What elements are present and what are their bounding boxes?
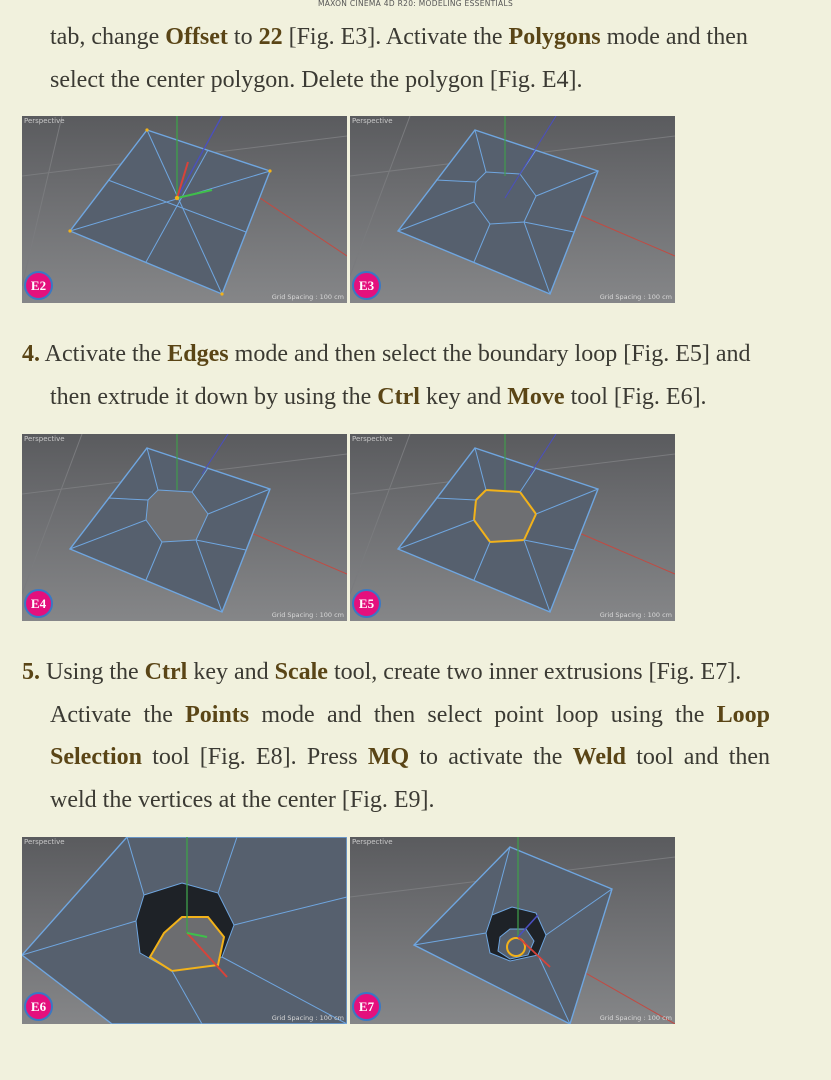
viewport-label: Perspective bbox=[352, 117, 393, 125]
figure-badge: E6 bbox=[24, 992, 53, 1021]
step-4-paragraph: 4. Activate the Edges mode and then select the boundary loop [Fig. E5] and then extrude it down by using the Ctrl key and Move tool [Fig. E6]. bbox=[22, 341, 751, 410]
grid-spacing-label: Grid Spacing : 100 cm bbox=[271, 293, 344, 301]
figure-E6 bbox=[22, 837, 347, 1024]
grid-spacing-label: Grid Spacing : 100 cm bbox=[599, 293, 672, 301]
figure-E3 bbox=[350, 116, 675, 303]
viewport-label: Perspective bbox=[24, 117, 65, 125]
viewport-label: Perspective bbox=[352, 838, 393, 846]
figure-badge: E5 bbox=[352, 589, 381, 618]
viewport-label: Perspective bbox=[352, 435, 393, 443]
figure-badge: E4 bbox=[24, 589, 53, 618]
viewport-label: Perspective bbox=[24, 435, 65, 443]
intro-paragraph: tab, change Offset to 22 [Fig. E3]. Activate the Polygons mode and then select the center polygon. Delete the polygon [Fig. E4]. bbox=[50, 24, 748, 93]
grid-spacing-label: Grid Spacing : 100 cm bbox=[271, 1014, 344, 1022]
figure-badge: E7 bbox=[352, 992, 381, 1021]
running-head: MAXON CINEMA 4D R20: MODELING ESSENTIALS bbox=[317, 0, 514, 8]
step-5-paragraph: 5. Using the Ctrl key and Scale tool, create two inner extrusions [Fig. E7]. Activate the Points mode and then select point loop using the Loop Selection tool [Fig. E8]. Press MQ to activate the Weld tool and then weld the vertices at the center [Fig. E9]. bbox=[22, 659, 771, 813]
figure-E5 bbox=[350, 434, 675, 621]
grid-spacing-label: Grid Spacing : 100 cm bbox=[271, 611, 344, 619]
grid-spacing-label: Grid Spacing : 100 cm bbox=[599, 611, 672, 619]
figure-E7 bbox=[350, 837, 675, 1024]
figure-badge: E2 bbox=[24, 271, 53, 300]
figure-E4 bbox=[22, 434, 347, 621]
viewport-label: Perspective bbox=[24, 838, 65, 846]
grid-spacing-label: Grid Spacing : 100 cm bbox=[599, 1014, 672, 1022]
figure-badge: E3 bbox=[352, 271, 381, 300]
figure-E2 bbox=[22, 116, 347, 303]
